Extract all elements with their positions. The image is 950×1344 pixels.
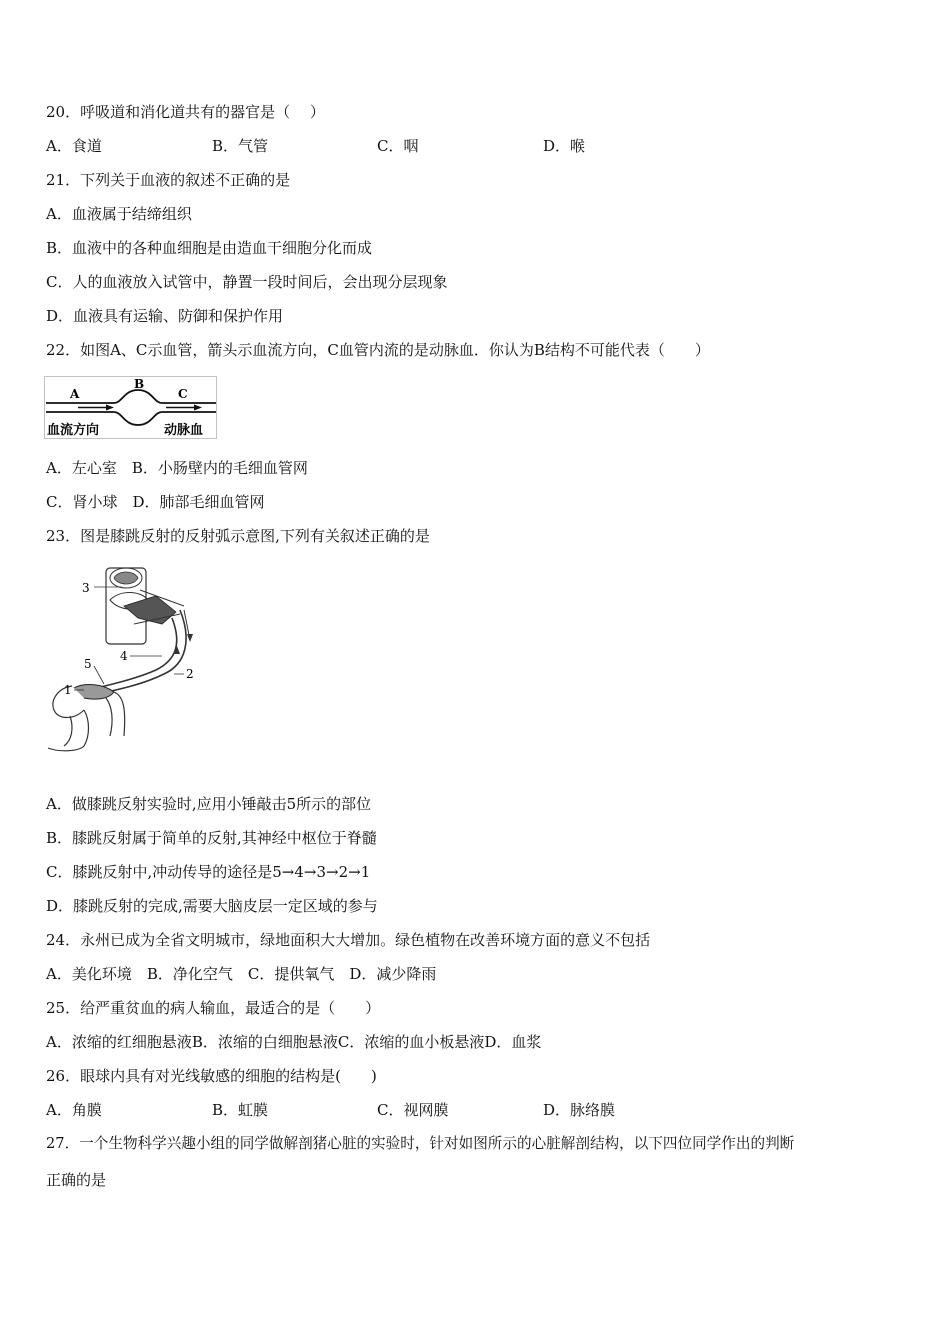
q25-stem: 25．给严重贫血的病人输血，最适合的是（ ）: [46, 999, 381, 1017]
q23-option-c: C．膝跳反射中,冲动传导的途径是5→4→3→2→1: [46, 863, 371, 881]
q20-option-b: B．气管: [212, 137, 269, 155]
q23-label-1: 1: [64, 683, 72, 697]
q21-option-c: C．人的血液放入试管中，静置一段时间后，会出现分层现象: [46, 273, 448, 291]
q21-option-b: B．血液中的各种血细胞是由造血干细胞分化而成: [46, 239, 373, 257]
q25-options: A．浓缩的红细胞悬液B．浓缩的白细胞悬液C．浓缩的血小板悬液D．血浆: [46, 1033, 542, 1051]
q23-stem: 23．图是膝跳反射的反射弧示意图,下列有关叙述正确的是: [46, 527, 430, 545]
q27-stem-line2: 正确的是: [46, 1171, 107, 1189]
q23-option-b: B．膝跳反射属于简单的反射,其神经中枢位于脊髓: [46, 829, 377, 847]
q23-reflex-arc-figure: [44, 560, 204, 756]
q22-options-row2: C．肾小球 D．肺部毛细血管网: [46, 493, 265, 511]
q22-stem: 22．如图A、C示血管，箭头示血流方向，C血管内流的是动脉血．你认为B结构不可能代表（ ）: [46, 341, 710, 359]
q26-stem: 26．眼球内具有对光线敏感的细胞的结构是( ): [46, 1067, 377, 1085]
q23-option-d: D．膝跳反射的完成,需要大脑皮层一定区域的参与: [46, 897, 378, 915]
q22-label-a: A: [70, 387, 80, 401]
q20-option-d: D．喉: [543, 137, 586, 155]
q23-label-2: 2: [186, 667, 194, 681]
q22-label-b: B: [134, 377, 145, 391]
q20-stem: 20．呼吸道和消化道共有的器官是（ ）: [46, 103, 325, 121]
q21-option-d: D．血液具有运输、防御和保护作用: [46, 307, 284, 325]
q21-option-a: A．血液属于结缔组织: [46, 205, 192, 223]
q26-option-c: C．视网膜: [377, 1101, 449, 1119]
q26-option-b: B．虹膜: [212, 1101, 269, 1119]
q20-option-c: C．咽: [377, 137, 419, 155]
q22-caption-flow: 血流方向: [47, 423, 100, 438]
q24-stem: 24．永州已成为全省文明城市，绿地面积大大增加。绿色植物在改善环境方面的意义不包括: [46, 931, 651, 949]
q27-stem-line1: 27．一个生物科学兴趣小组的同学做解剖猪心脏的实验时，针对如图所示的心脏解剖结构，以下四位同学作出的判断: [46, 1135, 795, 1152]
q23-label-3: 3: [82, 581, 90, 595]
q26-option-a: A．角膜: [46, 1101, 102, 1119]
q26-option-d: D．脉络膜: [543, 1101, 616, 1119]
q22-label-c: C: [178, 387, 188, 401]
q24-options: A．美化环境 B．净化空气 C．提供氧气 D．减少降雨: [46, 965, 437, 983]
q20-option-a: A．食道: [46, 137, 102, 155]
q23-label-4: 4: [120, 649, 128, 663]
q23-option-a: A．做膝跳反射实验时,应用小锤敲击5所示的部位: [46, 795, 372, 813]
q22-caption-arterial: 动脉血: [164, 423, 204, 438]
q22-options-row1: A．左心室 B．小肠壁内的毛细血管网: [46, 459, 308, 477]
q21-stem: 21．下列关于血液的叙述不正确的是: [46, 171, 291, 189]
q23-label-5: 5: [84, 657, 92, 671]
q22-vessel-figure: [44, 376, 218, 440]
